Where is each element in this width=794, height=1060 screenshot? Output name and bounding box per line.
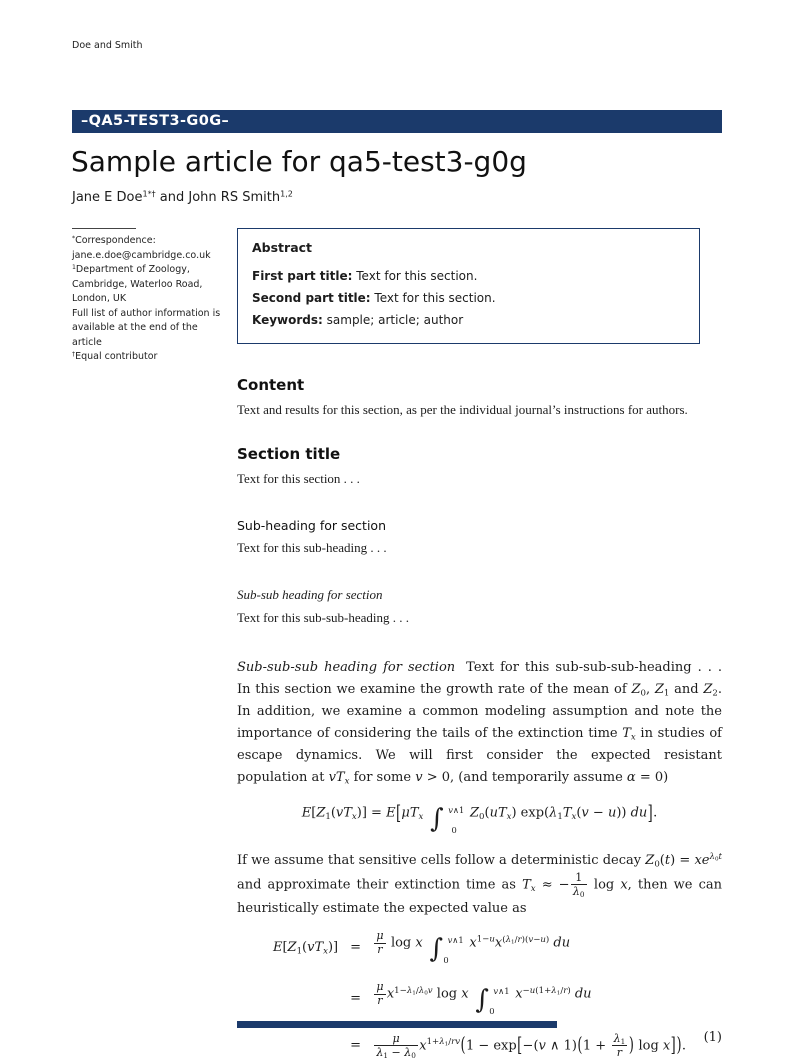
equation-number: (1)	[703, 1029, 722, 1045]
abstract-item-label: Second part title:	[252, 291, 371, 305]
run-in-paragraph	[237, 657, 722, 789]
footnote-marker: 1	[72, 263, 76, 271]
article-title: Sample article for qa5-test3-g0g	[71, 145, 527, 178]
subsection-heading: Sub-heading for section	[237, 518, 386, 533]
section-body: Text for this section . . .	[237, 471, 360, 486]
running-head: Doe and Smith	[72, 40, 143, 51]
footnote-marker: †	[72, 350, 76, 358]
abstract-item-label: First part title:	[252, 269, 353, 283]
equation-rhs: $\frac{\mu}{\lambda_1 - \lambda_0}$ $x^{1+\lambda_1/rv}(1 - \exp[-(v$ ∧ 1)(1 + $\frac{\lambda_1}{r}$ ) log x]).	[376, 1031, 687, 1060]
equation-rhs: $\frac{\mu}{r}$ log x ∫ v∧1 0 $x^{1-u}x^{(\lambda_1/r)(v-u)}$ du	[376, 928, 571, 965]
footnote-marker: *	[72, 234, 76, 242]
equals-sign: =	[350, 940, 362, 956]
equation-array	[237, 930, 722, 1059]
sidebar-line	[72, 234, 223, 249]
content-heading: Content	[237, 376, 305, 394]
sidebar-line	[72, 292, 223, 307]
author-joiner: and	[155, 190, 189, 205]
author-2: John RS Smith	[188, 190, 281, 205]
author-1-affiliation: 1*†	[142, 189, 156, 199]
sidebar-line-text: Department of Zoology,	[75, 264, 190, 275]
next-page-banner-sliver	[237, 1021, 557, 1028]
equation-lhs: $E[Z_1(vT_x)]$	[272, 940, 339, 957]
equation-rhs: $\frac{\mu}{r}$ $x^{1-\lambda_1/\lambda_0v}$ log x ∫ v∧1 0 $x^{-u(1+\lambda_1/r)}$ du	[376, 980, 592, 1017]
paragraph: If we assume that sensitive cells follow a deterministic decay $Z_0(t) = xe^{\lambda_0t}$ and approximate their extinction time as $T_x$ ≈ − $\frac{1}{\lambda_0}$ log x, then we can heuristically estimate the expected value as	[237, 851, 722, 916]
abstract-item	[252, 287, 685, 309]
sidebar-line	[72, 263, 223, 278]
sidebar-line-text: Correspondence:	[75, 235, 156, 246]
subsection-body: Text for this sub-heading . . .	[237, 540, 387, 555]
paragraph-text: Text for this sub-sub-sub-heading . . . In this section we examine the growth rate of the mean of $Z_0$, $Z_1$ and $Z_2$. In addition, we examine a common modeling assumption and note the importance of considering the tails of the extinction time $T_x$ in studies of escape dynamics. We will first consider the expected resistant population at $vT_x$ for some v > 0, (and temporarily assume α = 0)	[237, 660, 723, 787]
authors-line	[72, 190, 293, 205]
issue-banner: –QA5-TEST3-G0G–	[72, 110, 722, 133]
equals-sign: =	[350, 991, 362, 1007]
subsubsection-heading: Sub-sub heading for section	[237, 587, 383, 602]
author-2-affiliation: 1,2	[280, 189, 293, 199]
run-in-heading: Sub-sub-sub heading for section	[237, 660, 456, 675]
abstract-item-label: Keywords:	[252, 313, 323, 327]
sidebar-line-text: Cambridge, Waterloo Road,	[72, 278, 203, 290]
abstract-item	[252, 265, 685, 287]
abstract-item	[252, 309, 685, 331]
abstract-heading: Abstract	[252, 240, 313, 255]
main-column	[237, 228, 722, 1059]
footnote-rule	[72, 228, 136, 229]
sidebar-line	[72, 278, 223, 293]
sidebar-line	[72, 350, 223, 365]
equals-sign: =	[350, 1038, 362, 1054]
author-1: Jane E Doe	[72, 190, 143, 205]
sidebar-line	[72, 321, 223, 350]
correspondence-email: jane.e.doe@cambridge.co.uk	[72, 249, 211, 261]
abstract-item-text: Text for this section.	[370, 291, 496, 305]
sidebar-line-text: Full list of author information is	[72, 307, 221, 319]
section-heading: Section title	[237, 445, 341, 463]
correspondence-note	[72, 228, 237, 1059]
sidebar-line	[72, 249, 223, 264]
display-equation: $E[Z_1(vT_x)] = E[\mu T_x$ ∫ v∧1 0 $Z_0(uT_x) \exp(\lambda_1T_x(v - u))$ du].	[301, 801, 658, 836]
sidebar-line-text: available at the end of the article	[72, 322, 198, 348]
sidebar-line	[72, 307, 223, 322]
abstract-item-text: Text for this section.	[352, 269, 478, 283]
sidebar-line-text: Equal contributor	[75, 351, 158, 362]
abstract-box	[237, 228, 700, 344]
abstract-item-text: sample; article; author	[322, 313, 464, 327]
subsubsection-body: Text for this sub-sub-heading . . .	[237, 610, 410, 625]
two-column-area	[72, 228, 722, 1059]
sidebar-line-text: London, UK	[72, 293, 127, 304]
content-body: Text and results for this section, as per the individual journal’s instructions for authors.	[237, 402, 688, 417]
